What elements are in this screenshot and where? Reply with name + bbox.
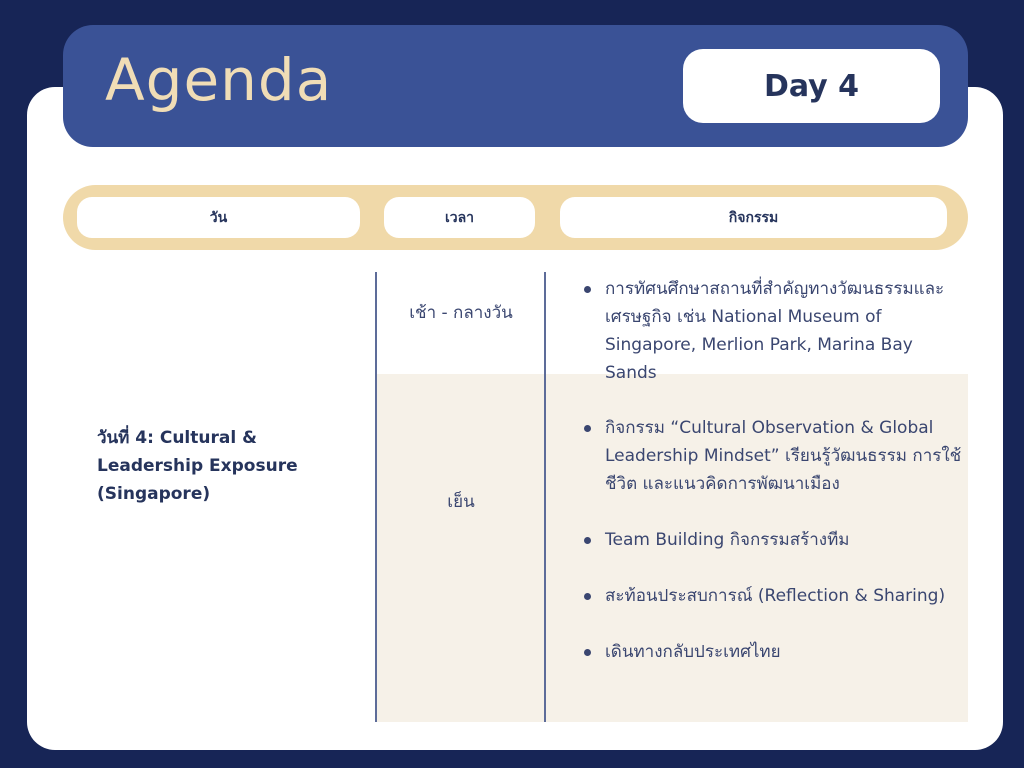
activity-text: การทัศนศึกษาสถานที่สำคัญทางวัฒนธรรมและเศรษฐกิจ เช่น National Museum of Singapore, Merlion Park, Marina Bay Sands: [605, 279, 945, 383]
bullet-icon: [584, 425, 591, 432]
bullet-icon: [584, 593, 591, 600]
day-badge: Day 4: [683, 49, 940, 123]
list-item: [583, 414, 968, 498]
column-header-activity: กิจกรรม: [560, 197, 947, 238]
activity-text: เดินทางกลับประเทศไทย: [605, 642, 781, 662]
activity-text: สะท้อนประสบการณ์ (Reflection & Sharing): [605, 586, 946, 606]
page-title: Agenda: [105, 46, 333, 114]
time-morning: เช้า - กลางวัน: [409, 303, 513, 323]
column-header-time: เวลา: [384, 197, 535, 238]
column-header-bar: [63, 185, 968, 250]
bullet-icon: [584, 537, 591, 544]
bullet-icon: [584, 286, 591, 293]
time-evening: เย็น: [447, 492, 475, 512]
activity-text: กิจกรรม “Cultural Observation & Global Leadership Mindset” เรียนรู้วัฒนธรรม การใช้ชีวิต และแนวคิดการพัฒนาเมือง: [605, 418, 962, 494]
day-title: วันที่ 4: Cultural & Leadership Exposure (Singapore): [97, 428, 298, 504]
column-divider-right: [544, 272, 546, 722]
evening-activity-list: [583, 414, 968, 666]
activity-text: Team Building กิจกรรมสร้างทีม: [605, 530, 850, 550]
header-banner: [63, 25, 968, 147]
list-item: [583, 526, 968, 554]
morning-activity-list: [583, 275, 968, 387]
column-divider-left: [375, 272, 377, 722]
list-item: [583, 638, 968, 666]
bullet-icon: [584, 649, 591, 656]
list-item: [583, 582, 968, 610]
column-header-day: วัน: [77, 197, 360, 238]
list-item: [583, 275, 968, 387]
